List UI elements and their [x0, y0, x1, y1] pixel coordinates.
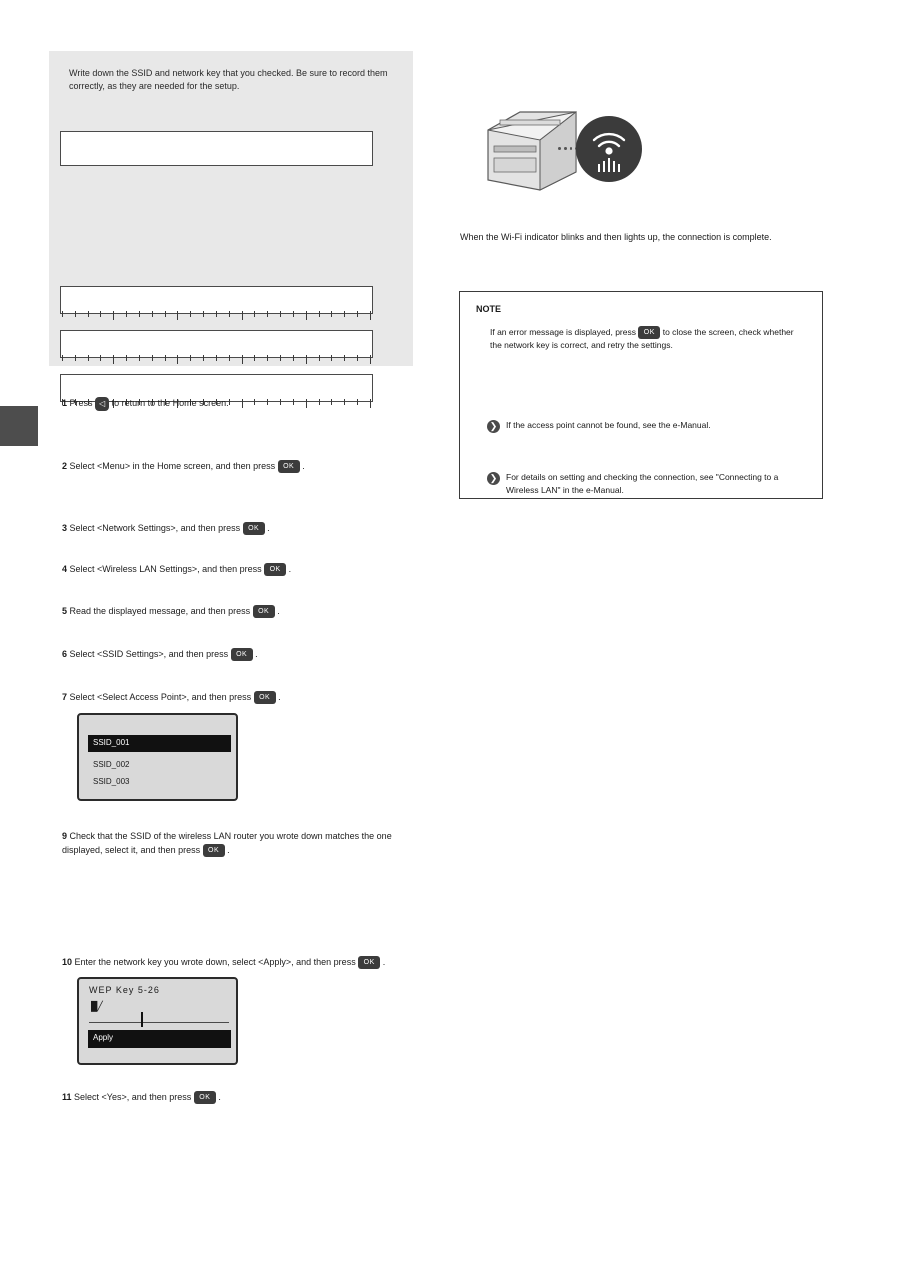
step-text: Select <Yes>, and then press	[74, 1092, 192, 1102]
step-text: Select <Select Access Point>, and then press	[69, 692, 252, 702]
wifi-light-rays	[576, 156, 642, 172]
printer-icon	[480, 100, 590, 200]
note-body-text-2: to close the screen, check whether the network key is correct, and retry the settings.	[490, 327, 794, 351]
lcd-ssid-row-2[interactable]: SSID_002	[93, 760, 130, 769]
printer-wifi-illustration	[480, 100, 680, 210]
step-number: 1	[62, 398, 68, 408]
illustration-caption: When the Wi-Fi indicator blinks and then lights up, the connection is complete.	[460, 232, 772, 242]
write-in-row-2[interactable]	[60, 330, 373, 358]
ok-key-icon: OK	[203, 844, 225, 857]
ok-key-icon: OK	[358, 956, 380, 969]
back-key-icon: ◁	[95, 397, 109, 411]
lcd-ssid-list	[77, 713, 238, 801]
step-9	[62, 829, 414, 857]
connection-dots	[558, 146, 578, 150]
step-tail: .	[288, 564, 292, 574]
note-link-2: For details on setting and checking the connection, see "Connecting to a Wireless LAN" in the e-Manual.	[506, 472, 779, 495]
page-side-tab	[0, 406, 38, 446]
step-text: Check that the SSID of the wireless LAN router you wrote down matches the one displayed, select it, and then press	[62, 831, 392, 855]
step-5	[62, 604, 414, 618]
step-number: 10	[62, 957, 73, 967]
step-number: 2	[62, 461, 68, 471]
step-tail: to return to the Home screen.	[111, 398, 229, 408]
note-link-1: If the access point cannot be found, see the e-Manual.	[506, 420, 711, 430]
ok-key-icon: OK	[231, 648, 253, 661]
note-title: NOTE	[476, 304, 502, 314]
note-callout-box	[459, 291, 823, 499]
step-tail: .	[277, 606, 280, 616]
ok-key-icon: OK	[194, 1091, 216, 1104]
step-text: Select <Network Settings>, and then press	[69, 523, 241, 533]
step-number: 7	[62, 692, 68, 702]
step-text: Select <Menu> in the Home screen, and then press	[69, 461, 276, 471]
lcd-entry-underline	[89, 1022, 229, 1023]
step-text: Enter the network key you wrote down, select <Apply>, and then press	[74, 957, 356, 967]
lcd-apply-button[interactable]: Apply	[88, 1030, 231, 1048]
step-text: Read the displayed message, and then press	[69, 606, 251, 616]
write-in-row-1[interactable]	[60, 286, 373, 314]
ok-key-icon: OK	[253, 605, 275, 618]
ok-key-icon: OK	[254, 691, 276, 704]
step-number: 5	[62, 606, 68, 616]
step-number: 9	[62, 831, 68, 841]
ok-key-icon: OK	[638, 326, 660, 339]
step-tail: .	[267, 523, 270, 533]
step-number: 4	[62, 564, 68, 574]
step-11	[62, 1090, 414, 1104]
tick-marks	[61, 311, 372, 320]
step-tail: .	[302, 461, 305, 471]
step-text: Select <Wireless LAN Settings>, and then press	[69, 564, 262, 574]
tick-marks	[61, 355, 372, 364]
ok-key-icon: OK	[264, 563, 286, 576]
step-10	[62, 955, 414, 969]
lcd-ssid-row-3[interactable]: SSID_003	[93, 777, 130, 786]
step-tail: .	[227, 845, 230, 855]
step-7	[62, 690, 420, 704]
step-text: Press	[69, 398, 93, 408]
step-tail: .	[218, 1092, 221, 1102]
step-2	[62, 459, 412, 473]
step-tail: .	[278, 692, 281, 702]
note-body-text: If an error message is displayed, press	[490, 327, 636, 337]
step-tail: .	[382, 957, 386, 967]
wifi-indicator-icon	[576, 116, 642, 182]
ssid-write-in-field[interactable]	[60, 131, 373, 166]
step-4	[62, 562, 414, 576]
step-text: Select <SSID Settings>, and then press	[69, 649, 229, 659]
arrow-right-circle-icon: ❯	[487, 472, 500, 485]
note-body	[490, 326, 806, 352]
ssid-record-note-box	[49, 51, 413, 366]
step-3	[62, 521, 412, 535]
note-box-title: Write down the SSID and network key that you checked. Be sure to record them correctly, as they are needed for the setup.	[69, 68, 388, 91]
abc-input-mode-icon[interactable]: █╱	[91, 1001, 103, 1011]
ok-key-icon: OK	[243, 522, 265, 535]
text-caret	[141, 1012, 143, 1027]
lcd-ssid-selected-row[interactable]: SSID_001	[88, 735, 231, 752]
step-1	[62, 396, 412, 411]
step-number: 6	[62, 649, 68, 659]
lcd-key-title: WEP Key 5-26	[89, 985, 160, 995]
lcd-network-key-entry	[77, 977, 238, 1065]
step-6	[62, 647, 414, 661]
arrow-right-circle-icon: ❯	[487, 420, 500, 433]
step-number: 3	[62, 523, 68, 533]
step-number: 11	[62, 1092, 72, 1102]
ok-key-icon: OK	[278, 460, 300, 473]
step-tail: .	[255, 649, 258, 659]
